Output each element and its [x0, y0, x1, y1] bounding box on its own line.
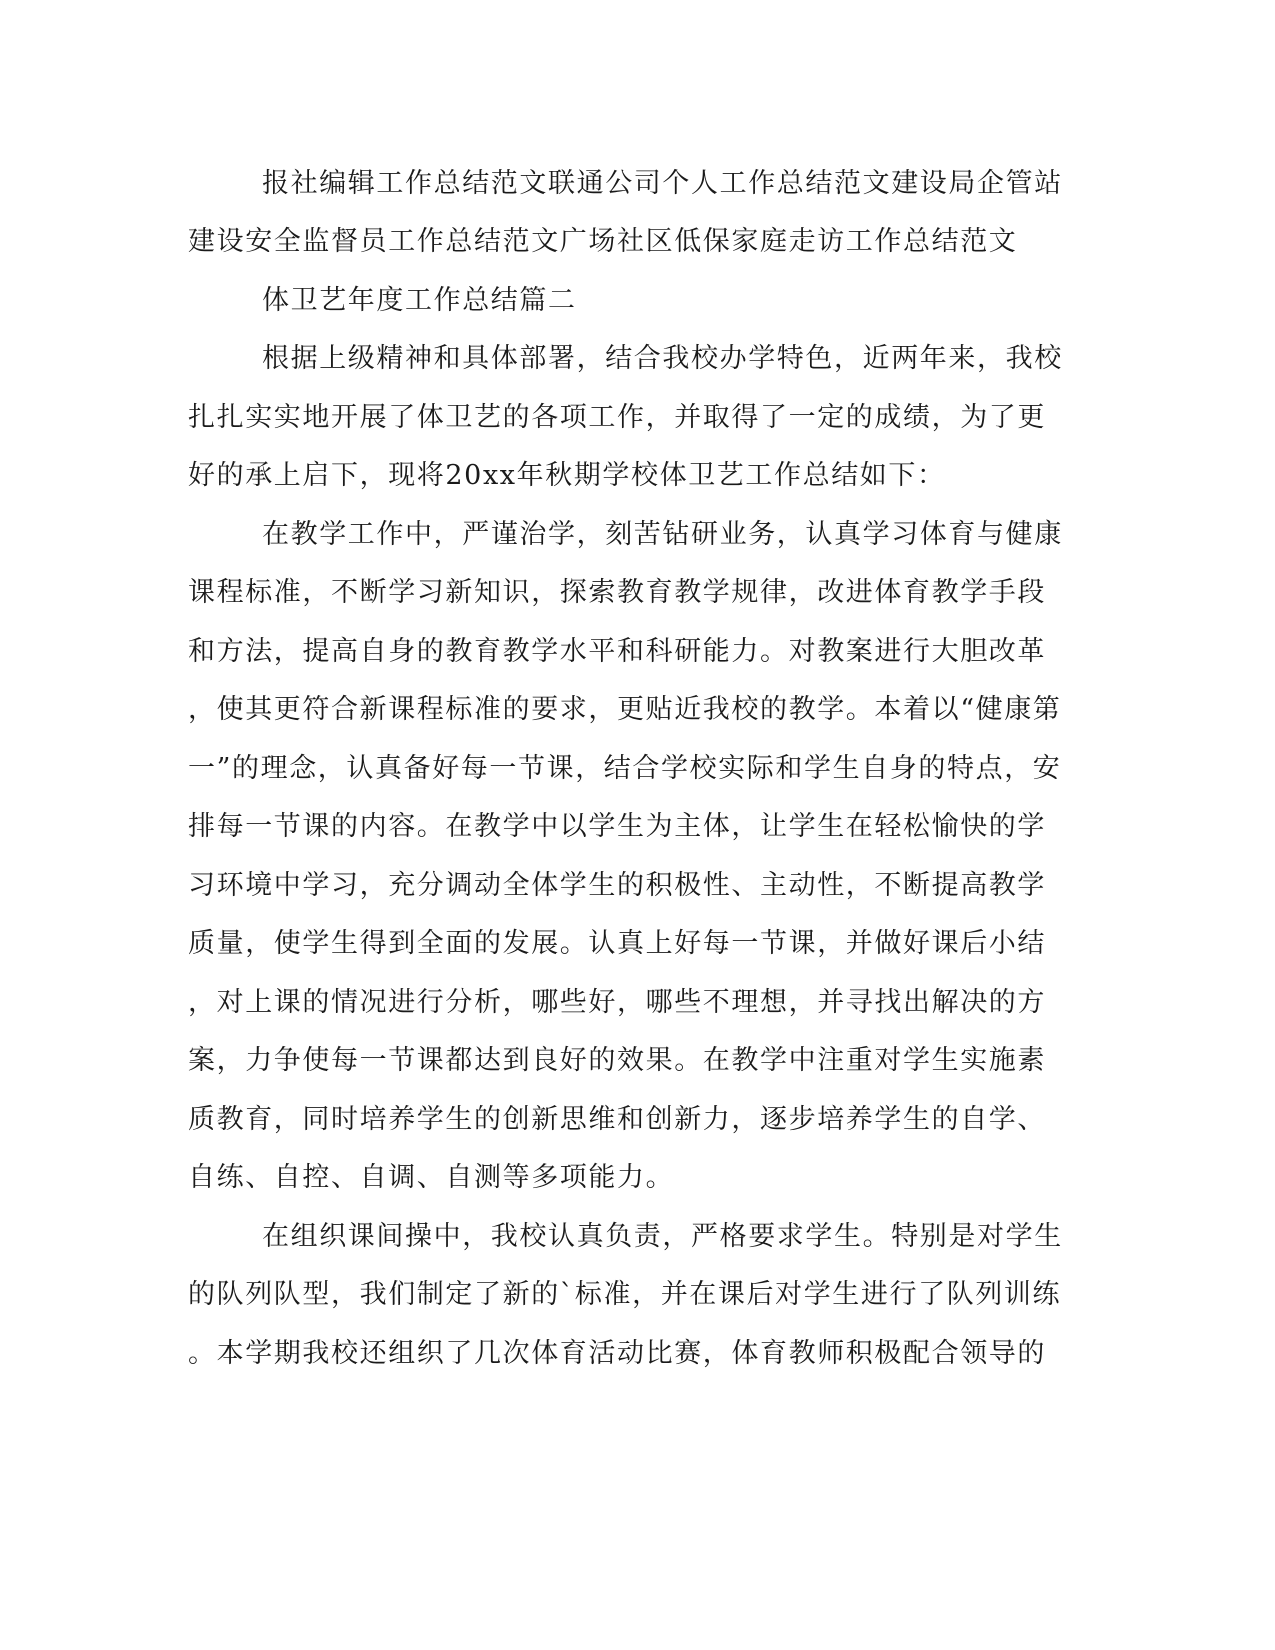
text-line-11: 一”的理念，认真备好每一节课，结合学校实际和学生自身的特点，安	[188, 753, 1062, 784]
text-line-15: ，对上课的情况进行分析，哪些好，哪些不理想，并寻找出解决的方	[188, 987, 1046, 1018]
text-line-7: 在教学工作中，严谨治学，刻苦钻研业务，认真学习体育与健康	[262, 519, 1063, 550]
text-line-4: 根据上级精神和具体部署，结合我校办学特色，近两年来，我校	[262, 343, 1063, 374]
text-line-16: 案，力争使每一节课都达到良好的效果。在教学中注重对学生实施素	[188, 1045, 1046, 1076]
text-line-2: 建设安全监督员工作总结范文广场社区低保家庭走访工作总结范文	[188, 226, 1018, 257]
text-line-1: 报社编辑工作总结范文联通公司个人工作总结范文建设局企管站	[262, 168, 1063, 199]
text-line-17: 质教育，同时培养学生的创新思维和创新力，逐步培养学生的自学、	[188, 1104, 1046, 1135]
text-line-10: ，使其更符合新课程标准的要求，更贴近我校的教学。本着以“健康第	[188, 694, 1062, 725]
text-line-20: 的队列队型，我们制定了新的`标准，并在课后对学生进行了队列训练	[188, 1279, 1062, 1310]
text-line-12: 排每一节课的内容。在教学中以学生为主体，让学生在轻松愉快的学	[188, 811, 1046, 842]
text-line-9: 和方法，提高自身的教育教学水平和科研能力。对教案进行大胆改革	[188, 636, 1046, 667]
text-line-6: 好的承上启下，现将20xx年秋期学校体卫艺工作总结如下：	[188, 460, 946, 491]
section-heading: 体卫艺年度工作总结篇二	[262, 285, 577, 316]
text-line-8: 课程标准，不断学习新知识，探索教育教学规律，改进体育教学手段	[188, 577, 1046, 608]
text-line-13: 习环境中学习，充分调动全体学生的积极性、主动性，不断提高教学	[188, 870, 1046, 901]
text-line-19: 在组织课间操中，我校认真负责，严格要求学生。特别是对学生	[262, 1221, 1063, 1252]
text-line-18: 自练、自控、自调、自测等多项能力。	[188, 1162, 675, 1193]
text-line-14: 质量，使学生得到全面的发展。认真上好每一节课，并做好课后小结	[188, 928, 1046, 959]
text-line-21: 。本学期我校还组织了几次体育活动比赛，体育教师积极配合领导的	[188, 1338, 1046, 1369]
text-line-5: 扎扎实实地开展了体卫艺的各项工作，并取得了一定的成绩，为了更	[188, 402, 1046, 433]
